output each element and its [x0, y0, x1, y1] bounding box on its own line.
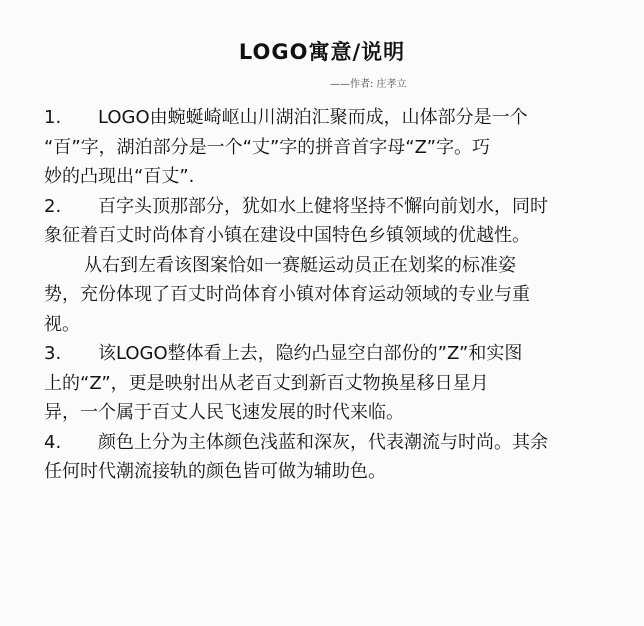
section-number: 4.	[44, 431, 62, 453]
paragraph-line	[44, 192, 612, 222]
paragraph-line	[44, 369, 612, 399]
paragraph-text: 该LOGO整体看上去，隐约凸显空白部份的”Z”和实图	[98, 343, 523, 364]
paragraph-line	[44, 339, 612, 369]
section-number: 2.	[44, 195, 62, 217]
section-number: 1.	[44, 107, 62, 128]
paragraph-text: LOGO由蜿蜒崎岖山川湖泊汇聚而成，山体部分是一个	[98, 107, 528, 128]
paragraph-line	[44, 251, 612, 281]
paragraph-text: 从右到左看该图案恰如一赛艇运动员正在划桨的标准姿	[84, 254, 516, 276]
document-title: LOGO寓意/说明	[238, 40, 406, 64]
document-body	[44, 103, 612, 487]
paragraph-text: 妙的凸现出“百丈”.	[44, 166, 195, 187]
paragraph-text: 百字头顶那部分，犹如水上健将坚持不懈向前划水，同时	[98, 195, 548, 217]
paragraph-text: 象征着百丈时尚体育小镇在建设中国特色乡镇领域的优越性。	[44, 225, 530, 246]
paragraph-line	[44, 310, 612, 340]
paragraph-text: 视。	[44, 313, 80, 335]
paragraph-text: 势，充份体现了百丈时尚体育小镇对体育运动领域的专业与重	[44, 284, 530, 305]
paragraph-text: 颜色上分为主体颜色浅蓝和深灰，代表潮流与时尚。其余	[98, 431, 548, 453]
paragraph-line	[44, 428, 612, 458]
paragraph-text: 任何时代潮流接轨的颜色皆可做为辅助色。	[44, 461, 386, 482]
paragraph-line	[44, 162, 612, 192]
paragraph-line	[44, 280, 612, 310]
paragraph-text: 异，一个属于百丈人民飞速发展的时代来临。	[44, 402, 404, 423]
paragraph-line	[44, 398, 612, 428]
paragraph-text: “百”字，湖泊部分是一个“丈”字的拼音首字母“Z”字。巧	[44, 136, 490, 158]
paragraph-line	[44, 103, 612, 133]
paragraph-line	[44, 133, 612, 163]
paragraph-text: 上的“Z”，更是映射出从老百丈到新百丈物换星移日星月	[44, 372, 489, 394]
paragraph-line	[44, 221, 612, 251]
paragraph-line	[44, 457, 612, 487]
section-number: 3.	[44, 343, 62, 364]
author-line: ——作者: 庄孝立	[330, 79, 407, 90]
